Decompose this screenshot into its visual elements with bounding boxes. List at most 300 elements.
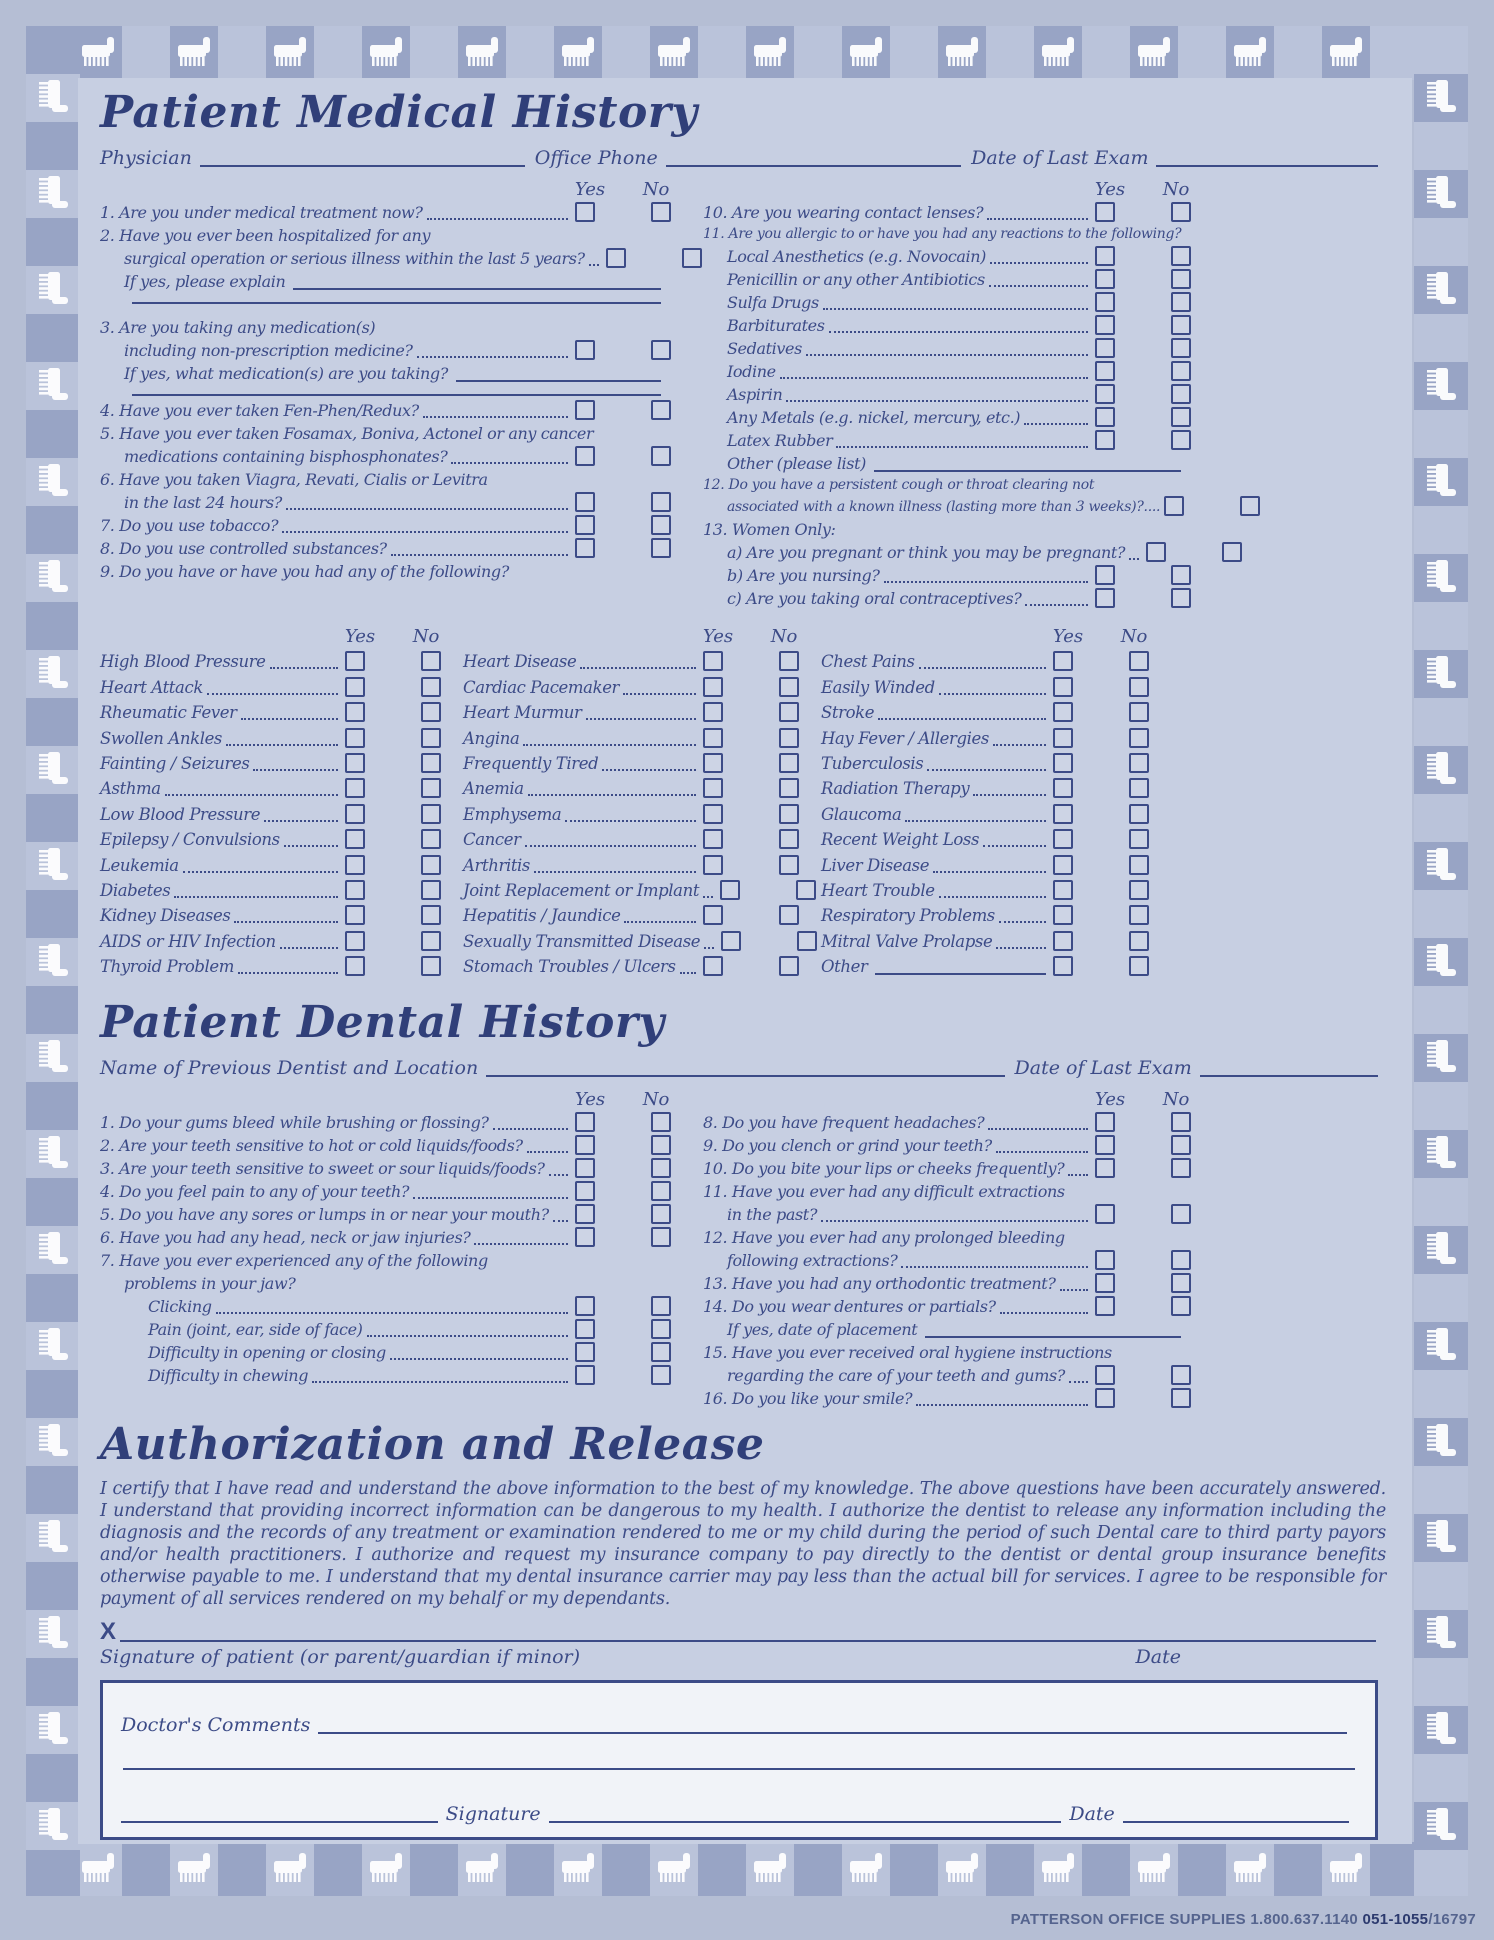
- question-text: Arthritis: [463, 855, 531, 875]
- yes-checkbox[interactable]: [1146, 542, 1166, 562]
- patient-signature-caption: Signature of patient (or parent/guardian if minor): [100, 1646, 581, 1669]
- yes-checkbox[interactable]: [1053, 855, 1073, 875]
- form-question-line: [703, 406, 1195, 429]
- yes-checkbox[interactable]: [575, 1181, 595, 1201]
- no-checkbox[interactable]: [1171, 1112, 1191, 1132]
- no-checkbox[interactable]: [1171, 1204, 1191, 1224]
- no-checkbox[interactable]: [421, 956, 441, 976]
- no-checkbox[interactable]: [651, 400, 671, 420]
- form-question-line: [100, 270, 675, 293]
- yes-checkbox[interactable]: [575, 1296, 595, 1316]
- question-text: 5. Do you have any sores or lumps in or near your mouth?: [100, 1205, 549, 1225]
- no-checkbox[interactable]: [1129, 905, 1149, 925]
- no-checkbox[interactable]: [651, 492, 671, 512]
- question-text: Heart Murmur: [463, 703, 582, 723]
- no-checkbox[interactable]: [1129, 702, 1149, 722]
- toothbrush-icon: [1232, 36, 1268, 68]
- yes-checkbox[interactable]: [575, 446, 595, 466]
- form-question-line: [100, 1249, 675, 1272]
- yes-checkbox[interactable]: [1053, 753, 1073, 773]
- yes-checkbox[interactable]: [345, 880, 365, 900]
- yes-no-checkbox-pair: [575, 1296, 675, 1318]
- no-column-label: No: [770, 626, 798, 647]
- dental-questions-area: [100, 1089, 1396, 1410]
- question-text: Emphysema: [463, 804, 562, 824]
- doctor-signature-label: Signature: [445, 1803, 541, 1826]
- no-checkbox[interactable]: [682, 248, 702, 268]
- no-column-label: No: [1120, 626, 1148, 647]
- yes-checkbox[interactable]: [1095, 246, 1115, 266]
- dotted-leader: [878, 718, 1046, 720]
- no-checkbox[interactable]: [651, 1319, 671, 1339]
- no-checkbox[interactable]: [421, 829, 441, 849]
- yes-checkbox[interactable]: [1095, 1388, 1115, 1408]
- question-text: Swollen Ankles: [100, 728, 223, 748]
- toothbrush-icon: [35, 1808, 71, 1840]
- no-checkbox[interactable]: [1171, 361, 1191, 381]
- yes-no-checkbox-pair: [720, 880, 820, 902]
- no-checkbox[interactable]: [651, 202, 671, 222]
- yes-no-checkbox-pair: [575, 1158, 675, 1180]
- yes-no-checkbox-pair: [1095, 384, 1195, 406]
- yes-no-checkbox-pair: [575, 538, 675, 560]
- no-checkbox[interactable]: [1129, 880, 1149, 900]
- yes-checkbox[interactable]: [1053, 804, 1073, 824]
- yes-checkbox[interactable]: [1095, 269, 1115, 289]
- yes-checkbox[interactable]: [1095, 1135, 1115, 1155]
- doctor-date-input-line[interactable]: [1123, 1802, 1349, 1823]
- yes-checkbox[interactable]: [575, 202, 595, 222]
- yes-checkbox[interactable]: [721, 931, 741, 951]
- form-question-line: [463, 673, 803, 698]
- toothbrush-icon: [1423, 656, 1459, 688]
- toothbrush-icon: [1423, 1040, 1459, 1072]
- yes-checkbox[interactable]: [1053, 702, 1073, 722]
- dotted-leader: [1069, 1381, 1088, 1383]
- yes-checkbox[interactable]: [345, 931, 365, 951]
- question-text: b) Are you nursing?: [727, 566, 880, 585]
- no-checkbox[interactable]: [1171, 338, 1191, 358]
- toothbrush-icon: [1423, 1616, 1459, 1648]
- yes-no-checkbox-pair: [1053, 778, 1153, 800]
- yes-no-checkbox-pair: [1095, 338, 1195, 360]
- no-checkbox[interactable]: [651, 446, 671, 466]
- yes-no-checkbox-pair: [1095, 202, 1195, 224]
- write-in-line[interactable]: [132, 394, 661, 396]
- yes-checkbox[interactable]: [1095, 1365, 1115, 1385]
- no-checkbox[interactable]: [651, 1204, 671, 1224]
- conditions-column-1: [100, 626, 445, 978]
- no-checkbox[interactable]: [779, 855, 799, 875]
- medical-history-title: Patient Medical History: [100, 87, 698, 138]
- doctors-comments-extra-line[interactable]: [123, 1768, 1355, 1770]
- form-question-line: [703, 1249, 1195, 1272]
- question-text: in the last 24 hours?: [124, 493, 282, 512]
- toothbrush-icon: [1328, 1852, 1364, 1884]
- form-question-line: [463, 877, 803, 902]
- yes-checkbox[interactable]: [1053, 778, 1073, 798]
- form-question-line: [821, 902, 1153, 927]
- question-text: 7. Do you use tobacco?: [100, 516, 279, 535]
- yes-checkbox[interactable]: [1095, 588, 1115, 608]
- no-checkbox[interactable]: [651, 1181, 671, 1201]
- write-in-line[interactable]: [456, 380, 661, 382]
- no-checkbox[interactable]: [1222, 542, 1242, 562]
- physician-input-line[interactable]: [200, 146, 525, 167]
- yes-checkbox[interactable]: [345, 855, 365, 875]
- no-checkbox[interactable]: [779, 804, 799, 824]
- yes-checkbox[interactable]: [1053, 677, 1073, 697]
- form-question-line: [463, 953, 803, 978]
- yes-checkbox[interactable]: [575, 1227, 595, 1247]
- yes-checkbox[interactable]: [703, 956, 723, 976]
- authorization-title: Authorization and Release: [100, 1419, 765, 1471]
- no-checkbox[interactable]: [1171, 1296, 1191, 1316]
- form-question-line: [703, 1295, 1195, 1318]
- previous-dentist-label: Name of Previous Dentist and Location: [100, 1057, 479, 1080]
- toothbrush-icon: [1423, 176, 1459, 208]
- write-in-line[interactable]: [132, 302, 661, 304]
- form-question-line: [821, 750, 1153, 775]
- no-checkbox[interactable]: [1171, 315, 1191, 335]
- yes-checkbox[interactable]: [1095, 1273, 1115, 1293]
- question-text: 11. Have you ever had any difficult extractions: [703, 1182, 1065, 1202]
- no-checkbox[interactable]: [1129, 753, 1149, 773]
- yes-checkbox[interactable]: [1053, 905, 1073, 925]
- yes-checkbox[interactable]: [703, 677, 723, 697]
- no-checkbox[interactable]: [421, 778, 441, 798]
- no-checkbox[interactable]: [779, 702, 799, 722]
- no-checkbox[interactable]: [1171, 246, 1191, 266]
- yes-no-checkbox-pair: [1146, 542, 1246, 564]
- no-checkbox[interactable]: [1171, 269, 1191, 289]
- toothbrush-icon: [560, 1852, 596, 1884]
- last-exam-date-input-line[interactable]: [1156, 146, 1378, 167]
- yes-no-checkbox-pair: [703, 651, 803, 673]
- yes-checkbox[interactable]: [345, 905, 365, 925]
- question-text: 10. Do you bite your lips or cheeks frequently?: [703, 1159, 1065, 1179]
- yes-checkbox[interactable]: [703, 804, 723, 824]
- yes-checkbox[interactable]: [703, 829, 723, 849]
- yes-checkbox[interactable]: [345, 804, 365, 824]
- toothbrush-icon: [1136, 1852, 1172, 1884]
- yes-checkbox[interactable]: [606, 248, 626, 268]
- question-text: Hepatitis / Jaundice: [463, 906, 621, 926]
- yes-checkbox[interactable]: [1095, 1250, 1115, 1270]
- no-checkbox[interactable]: [1129, 931, 1149, 951]
- yes-checkbox[interactable]: [703, 905, 723, 925]
- no-checkbox[interactable]: [779, 728, 799, 748]
- form-question-line: [703, 337, 1195, 360]
- yes-checkbox[interactable]: [1095, 315, 1115, 335]
- no-checkbox[interactable]: [651, 515, 671, 535]
- yes-checkbox[interactable]: [575, 1204, 595, 1224]
- no-checkbox[interactable]: [651, 340, 671, 360]
- no-checkbox[interactable]: [1171, 1250, 1191, 1270]
- form-question-line: [463, 851, 803, 876]
- form-question-line: [703, 201, 1195, 224]
- yes-no-checkbox-pair: [575, 340, 675, 362]
- form-question-line: [100, 1318, 675, 1341]
- form-question-line: [821, 953, 1153, 978]
- no-checkbox[interactable]: [1171, 588, 1191, 608]
- yes-no-checkbox-pair: [575, 1181, 675, 1203]
- form-question-line: [463, 775, 803, 800]
- no-checkbox[interactable]: [421, 702, 441, 722]
- yes-checkbox[interactable]: [575, 340, 595, 360]
- yes-checkbox[interactable]: [575, 1135, 595, 1155]
- yes-checkbox[interactable]: [1095, 292, 1115, 312]
- toothbrush-icon: [35, 464, 71, 496]
- no-checkbox[interactable]: [1129, 677, 1149, 697]
- form-question-line: [463, 648, 803, 673]
- question-text: 16. Do you like your smile?: [703, 1389, 913, 1409]
- no-checkbox[interactable]: [1129, 956, 1149, 976]
- yes-checkbox[interactable]: [703, 728, 723, 748]
- no-checkbox[interactable]: [1171, 1158, 1191, 1178]
- yes-checkbox[interactable]: [1095, 565, 1115, 585]
- no-checkbox[interactable]: [421, 677, 441, 697]
- dotted-leader: [1000, 1312, 1088, 1314]
- form-paper: [78, 78, 1412, 1844]
- write-in-line[interactable]: [875, 973, 1046, 975]
- no-checkbox[interactable]: [1129, 855, 1149, 875]
- office-phone-input-line[interactable]: [666, 146, 961, 167]
- yes-checkbox[interactable]: [575, 1365, 595, 1385]
- yes-checkbox[interactable]: [1095, 202, 1115, 222]
- yes-checkbox[interactable]: [575, 400, 595, 420]
- yes-checkbox[interactable]: [575, 538, 595, 558]
- dental-last-exam-date-input-line[interactable]: [1200, 1056, 1378, 1077]
- yes-checkbox[interactable]: [1053, 651, 1073, 671]
- yes-checkbox[interactable]: [703, 753, 723, 773]
- yes-checkbox[interactable]: [1053, 829, 1073, 849]
- no-checkbox[interactable]: [779, 956, 799, 976]
- dotted-leader: [528, 794, 696, 796]
- yes-checkbox[interactable]: [575, 1112, 595, 1132]
- no-checkbox[interactable]: [651, 1227, 671, 1247]
- yes-checkbox[interactable]: [1095, 384, 1115, 404]
- no-checkbox[interactable]: [651, 1365, 671, 1385]
- toothbrush-icon: [1136, 36, 1172, 68]
- form-question-line: [463, 902, 803, 927]
- yes-no-checkbox-pair: [575, 492, 675, 514]
- yes-checkbox[interactable]: [345, 778, 365, 798]
- no-checkbox[interactable]: [421, 804, 441, 824]
- no-checkbox[interactable]: [1171, 1388, 1191, 1408]
- yes-checkbox[interactable]: [1053, 931, 1073, 951]
- dotted-leader: [987, 218, 1088, 220]
- no-checkbox[interactable]: [1129, 778, 1149, 798]
- yes-checkbox[interactable]: [720, 880, 740, 900]
- question-text: Fainting / Seizures: [100, 753, 250, 773]
- conditions-column-3: [821, 626, 1153, 978]
- question-text: surgical operation or serious illness within the last 5 years?: [124, 249, 585, 268]
- no-checkbox[interactable]: [651, 1158, 671, 1178]
- no-checkbox[interactable]: [421, 880, 441, 900]
- yes-checkbox[interactable]: [1164, 496, 1184, 516]
- yes-no-checkbox-pair: [1095, 1365, 1195, 1387]
- no-checkbox[interactable]: [651, 1112, 671, 1132]
- no-checkbox[interactable]: [796, 880, 816, 900]
- form-question-line: [100, 491, 675, 514]
- yes-no-checkbox-pair: [345, 778, 445, 800]
- yes-checkbox[interactable]: [345, 677, 365, 697]
- medical-questions-right-column: [703, 179, 1195, 610]
- yes-no-checkbox-pair: [575, 1227, 675, 1249]
- toothbrush-icon: [1423, 1424, 1459, 1456]
- yes-checkbox[interactable]: [575, 1342, 595, 1362]
- dental-last-exam-date-label: Date of Last Exam: [1014, 1057, 1192, 1080]
- yes-checkbox[interactable]: [703, 778, 723, 798]
- no-checkbox[interactable]: [1129, 829, 1149, 849]
- form-question-line: [100, 1364, 675, 1387]
- no-checkbox[interactable]: [651, 1296, 671, 1316]
- no-checkbox[interactable]: [421, 855, 441, 875]
- doctor-signature-input-line[interactable]: [549, 1802, 1062, 1823]
- question-text: 12. Do you have a persistent cough or throat clearing not: [703, 477, 1095, 493]
- dotted-leader: [1129, 558, 1139, 560]
- doctor-writein-line[interactable]: [121, 1802, 438, 1823]
- form-question-line: [821, 877, 1153, 902]
- write-in-line[interactable]: [925, 1336, 1181, 1338]
- no-checkbox[interactable]: [1171, 292, 1191, 312]
- no-checkbox[interactable]: [421, 905, 441, 925]
- no-checkbox[interactable]: [651, 538, 671, 558]
- form-question-line: [100, 724, 445, 749]
- yes-no-checkbox-pair: [721, 931, 821, 953]
- no-checkbox[interactable]: [1171, 202, 1191, 222]
- yes-checkbox[interactable]: [1095, 1204, 1115, 1224]
- no-checkbox[interactable]: [421, 753, 441, 773]
- no-checkbox[interactable]: [1129, 728, 1149, 748]
- question-text: in the past?: [727, 1205, 817, 1225]
- no-checkbox[interactable]: [1171, 1135, 1191, 1155]
- toothbrush-icon: [176, 36, 212, 68]
- question-text: Any Metals (e.g. nickel, mercury, etc.): [727, 408, 1021, 427]
- question-text: Barbiturates: [727, 316, 825, 335]
- no-column-label: No: [642, 1089, 670, 1111]
- yes-checkbox[interactable]: [1053, 956, 1073, 976]
- no-checkbox[interactable]: [779, 778, 799, 798]
- toothbrush-icon: [35, 1712, 71, 1744]
- question-text: Local Anesthetics (e.g. Novocain): [727, 247, 986, 266]
- toothbrush-icon: [1232, 1852, 1268, 1884]
- no-checkbox[interactable]: [779, 753, 799, 773]
- question-text: 5. Have you ever taken Fosamax, Boniva, Actonel or any cancer: [100, 424, 594, 443]
- yes-no-checkbox-pair: [575, 1342, 675, 1364]
- form-question-line: [100, 1295, 675, 1318]
- yes-no-checkbox-pair: [1053, 753, 1153, 775]
- write-in-line[interactable]: [874, 470, 1181, 472]
- no-checkbox[interactable]: [1171, 430, 1191, 450]
- toothbrush-icon: [35, 1616, 71, 1648]
- yes-checkbox[interactable]: [345, 956, 365, 976]
- yes-no-checkbox-pair: [575, 446, 675, 468]
- yes-checkbox[interactable]: [345, 753, 365, 773]
- toothbrush-icon: [35, 1424, 71, 1456]
- yes-no-checkbox-pair: [703, 956, 803, 978]
- question-text: 2. Are your teeth sensitive to hot or cold liquids/foods?: [100, 1136, 523, 1156]
- no-checkbox[interactable]: [797, 931, 817, 951]
- form-question-line: [100, 673, 445, 698]
- yes-checkbox[interactable]: [575, 1319, 595, 1339]
- dotted-leader: [183, 871, 338, 873]
- question-text: Easily Winded: [821, 677, 935, 697]
- yes-checkbox[interactable]: [1095, 407, 1115, 427]
- yes-checkbox[interactable]: [575, 1158, 595, 1178]
- patient-signature-input-line[interactable]: [120, 1624, 1376, 1642]
- toothbrush-icon: [1328, 36, 1364, 68]
- form-question-line: [100, 514, 675, 537]
- form-question-line: [100, 953, 445, 978]
- previous-dentist-input-line[interactable]: [486, 1056, 1004, 1077]
- no-checkbox[interactable]: [1171, 565, 1191, 585]
- no-checkbox[interactable]: [779, 651, 799, 671]
- dotted-leader: [226, 744, 338, 746]
- no-checkbox[interactable]: [1129, 651, 1149, 671]
- doctor-signature-row: [121, 1802, 1357, 1825]
- yes-checkbox[interactable]: [703, 651, 723, 671]
- no-checkbox[interactable]: [1240, 496, 1260, 516]
- no-checkbox[interactable]: [779, 677, 799, 697]
- yes-no-checkbox-pair: [1053, 931, 1153, 953]
- doctors-comments-input-line[interactable]: [318, 1713, 1347, 1734]
- no-checkbox[interactable]: [421, 931, 441, 951]
- yes-checkbox[interactable]: [575, 492, 595, 512]
- yes-checkbox[interactable]: [345, 728, 365, 748]
- form-question-line: [463, 927, 803, 952]
- yes-no-header: [573, 179, 675, 201]
- yes-checkbox[interactable]: [1095, 1112, 1115, 1132]
- no-checkbox[interactable]: [779, 829, 799, 849]
- yes-checkbox[interactable]: [703, 702, 723, 722]
- no-checkbox[interactable]: [1171, 407, 1191, 427]
- yes-checkbox[interactable]: [1053, 728, 1073, 748]
- no-checkbox[interactable]: [1171, 1273, 1191, 1293]
- dotted-leader: [286, 508, 568, 510]
- yes-checkbox[interactable]: [345, 651, 365, 671]
- no-checkbox[interactable]: [1129, 804, 1149, 824]
- toothbrush-icon: [1423, 464, 1459, 496]
- no-checkbox[interactable]: [651, 1342, 671, 1362]
- yes-checkbox[interactable]: [1095, 338, 1115, 358]
- yes-checkbox[interactable]: [1095, 430, 1115, 450]
- no-checkbox[interactable]: [1171, 384, 1191, 404]
- no-checkbox[interactable]: [421, 651, 441, 671]
- form-question-line: [703, 360, 1195, 383]
- yes-checkbox[interactable]: [1095, 1158, 1115, 1178]
- yes-checkbox[interactable]: [703, 855, 723, 875]
- yes-checkbox[interactable]: [345, 829, 365, 849]
- question-text: 13. Have you had any orthodontic treatment?: [703, 1274, 1056, 1294]
- yes-checkbox[interactable]: [1095, 1296, 1115, 1316]
- yes-checkbox[interactable]: [575, 515, 595, 535]
- write-in-line[interactable]: [293, 288, 661, 290]
- form-question-line: [463, 699, 803, 724]
- no-checkbox[interactable]: [651, 1135, 671, 1155]
- toothbrush-icon: [1423, 368, 1459, 400]
- question-text: 11. Are you allergic to or have you had any reactions to the following?: [703, 226, 1182, 242]
- yes-checkbox[interactable]: [345, 702, 365, 722]
- no-checkbox[interactable]: [421, 728, 441, 748]
- no-checkbox[interactable]: [779, 905, 799, 925]
- yes-checkbox[interactable]: [1095, 361, 1115, 381]
- question-text: Sulfa Drugs: [727, 293, 819, 312]
- item-number: 051-1055: [1362, 1911, 1429, 1928]
- yes-checkbox[interactable]: [1053, 880, 1073, 900]
- no-checkbox[interactable]: [1171, 1365, 1191, 1385]
